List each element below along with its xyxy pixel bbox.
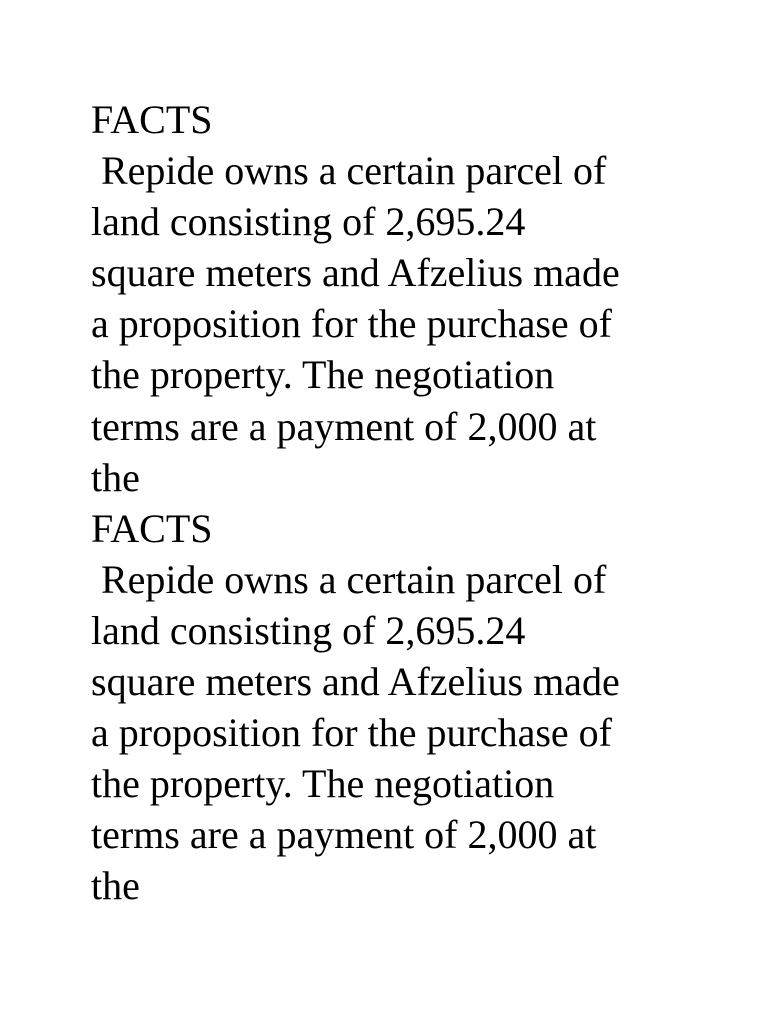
text-line: terms are a payment of 2,000 at — [91, 812, 597, 858]
text-line: terms are a payment of 2,000 at — [91, 403, 597, 449]
section-heading: FACTS — [91, 97, 213, 142]
text-line: the property. The negotiation — [91, 761, 555, 807]
text-line: a proposition for the purchase of — [91, 710, 612, 756]
text-line: the — [91, 454, 140, 500]
document-text — [91, 94, 731, 912]
text-line: the — [91, 863, 140, 909]
text-line: land consisting of 2,695.24 — [91, 199, 526, 245]
section-heading: FACTS — [91, 505, 213, 551]
text-line: Repide owns a certain parcel of — [91, 148, 607, 194]
text-line: land consisting of 2,695.24 — [91, 607, 526, 653]
text-line: a proposition for the purchase of — [91, 301, 612, 347]
text-line: Repide owns a certain parcel of — [91, 556, 607, 602]
text-line: the property. The negotiation — [91, 352, 555, 398]
text-line: square meters and Afzelius made — [91, 250, 620, 296]
text-line: square meters and Afzelius made — [91, 659, 620, 705]
